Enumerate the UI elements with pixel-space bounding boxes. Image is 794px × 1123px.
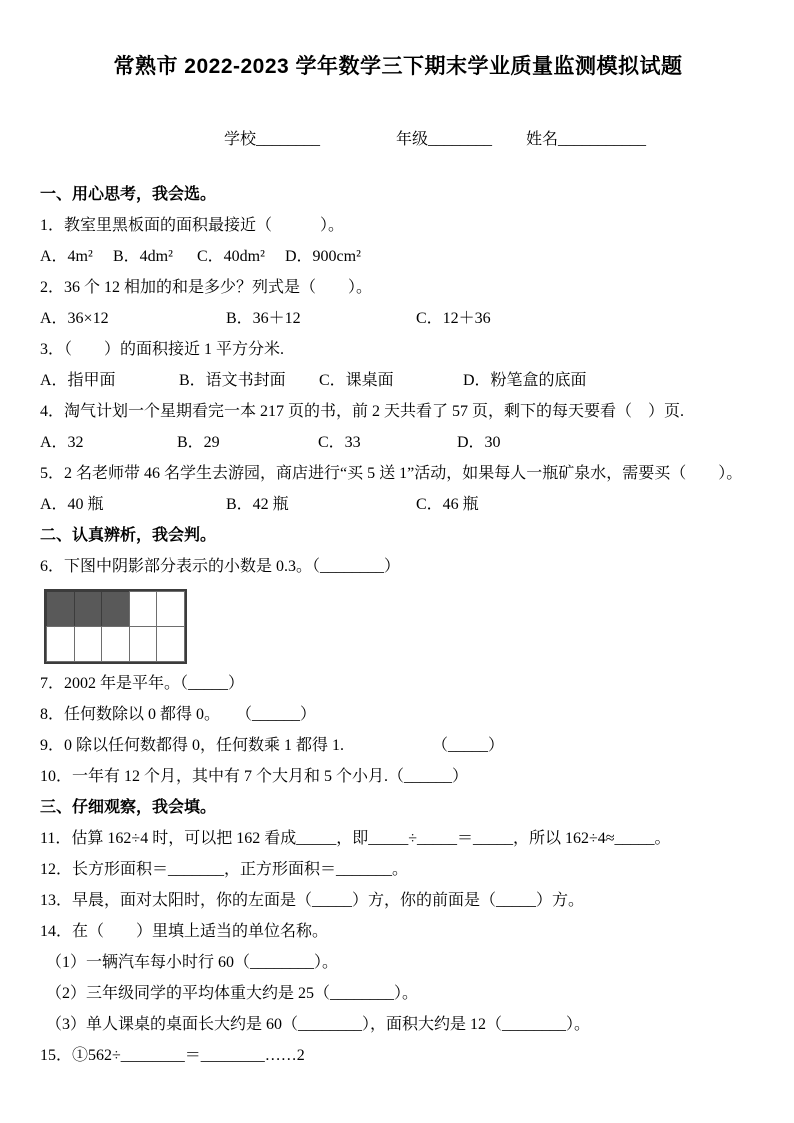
grid-cell	[46, 626, 75, 662]
sub-question-line: （3）单人课桌的桌面长大约是 60（________），面积大约是 12（________）。	[46, 1016, 591, 1033]
option-item: D．900cm²	[285, 248, 361, 265]
question-line: 5．2 名老师带 46 名学生去游园，商店进行“买 5 送 1”活动，如果每人一瓶矿泉水，需要买（ ）。	[40, 465, 743, 482]
option-item: A．指甲面	[40, 372, 116, 389]
grid-row	[46, 591, 185, 626]
option-item: A．40 瓶	[40, 496, 104, 513]
option-item: C．课桌面	[319, 372, 394, 389]
shaded-fraction-grid	[40, 582, 756, 668]
option-item: A．32	[40, 434, 84, 451]
question-line: 1．教室里黑板面的面积最接近（ ）。	[40, 217, 345, 234]
options-row	[40, 365, 756, 396]
question-line: 3．（ ）的面积接近 1 平方分米.	[40, 341, 285, 358]
question-line: 8．任何数除以 0 都得 0。 （______）	[40, 706, 317, 723]
option-item: B．36＋12	[226, 310, 301, 327]
question-line: 12．长方形面积＝_______，正方形面积＝_______。	[40, 861, 409, 878]
question-line: 14．在（ ）里填上适当的单位名称。	[40, 923, 329, 940]
name-field: 姓名___________	[526, 131, 647, 148]
grid-cell	[74, 591, 103, 627]
section-heading: 三、仔细观察，我会填。	[40, 799, 217, 816]
grid-cell	[101, 626, 130, 662]
option-item: B．4dm²	[113, 248, 173, 265]
question-line: 7．2002 年是平年。（_____）	[40, 675, 245, 692]
sub-question-line: （2）三年级同学的平均体重大约是 25（________）。	[46, 985, 419, 1002]
grid-cell	[46, 591, 75, 627]
grid-cell	[101, 591, 130, 627]
school-field: 学校________	[224, 131, 321, 148]
section-heading: 二、认真辨析，我会判。	[40, 527, 217, 544]
option-item: C．33	[318, 434, 361, 451]
question-line: 4．淘气计划一个星期看完一本 217 页的书，前 2 天共看了 57 页，剩下的每天要看（ ）页.	[40, 403, 685, 420]
grid-cell	[156, 626, 185, 662]
grid-cell	[156, 591, 185, 627]
question-line: 11．估算 162÷4 时，可以把 162 看成_____，即_____÷_____＝_____，所以 162÷4≈_____。	[40, 830, 671, 847]
page-title: 常熟市 2022-2023 学年数学三下期末学业质量监测模拟试题	[113, 55, 683, 78]
question-line: 6．下图中阴影部分表示的小数是 0.3。（________）	[40, 558, 401, 575]
question-line: 10．一年有 12 个月，其中有 7 个大月和 5 个小月.（______）	[40, 768, 469, 785]
option-item: A．36×12	[40, 310, 109, 327]
option-item: B．42 瓶	[226, 496, 289, 513]
exam-body	[40, 179, 756, 1071]
option-item: D．30	[457, 434, 501, 451]
sub-question-line: （1）一辆汽车每小时行 60（________）。	[46, 954, 339, 971]
option-item: C．40dm²	[197, 248, 265, 265]
options-row	[40, 303, 756, 334]
question-line: 15．①562÷________＝________……2	[40, 1047, 305, 1064]
options-row	[40, 241, 756, 272]
option-item: A．4m²	[40, 248, 93, 265]
option-item: C．12＋36	[416, 310, 491, 327]
grid-cell	[74, 626, 103, 662]
grid-cell	[129, 626, 158, 662]
grid-row	[46, 626, 185, 662]
options-row	[40, 489, 756, 520]
option-item: B．29	[177, 434, 220, 451]
question-line: 2．36 个 12 相加的和是多少？列式是（ ）。	[40, 279, 373, 296]
option-item: C．46 瓶	[416, 496, 479, 513]
grid-cell	[129, 591, 158, 627]
question-line: 13．早晨，面对太阳时，你的左面是（_____）方，你的前面是（_____）方。	[40, 892, 585, 909]
section-heading: 一、用心思考，我会选。	[40, 186, 217, 203]
grade-field: 年级________	[396, 131, 493, 148]
question-line: 9．0 除以任何数都得 0，任何数乘 1 都得 1. （_____）	[40, 737, 505, 754]
student-info-fields	[40, 108, 756, 167]
option-item: D．粉笔盒的底面	[463, 372, 587, 389]
option-item: B．语文书封面	[179, 372, 286, 389]
fraction-grid-figure	[44, 589, 187, 664]
options-row	[40, 427, 756, 458]
